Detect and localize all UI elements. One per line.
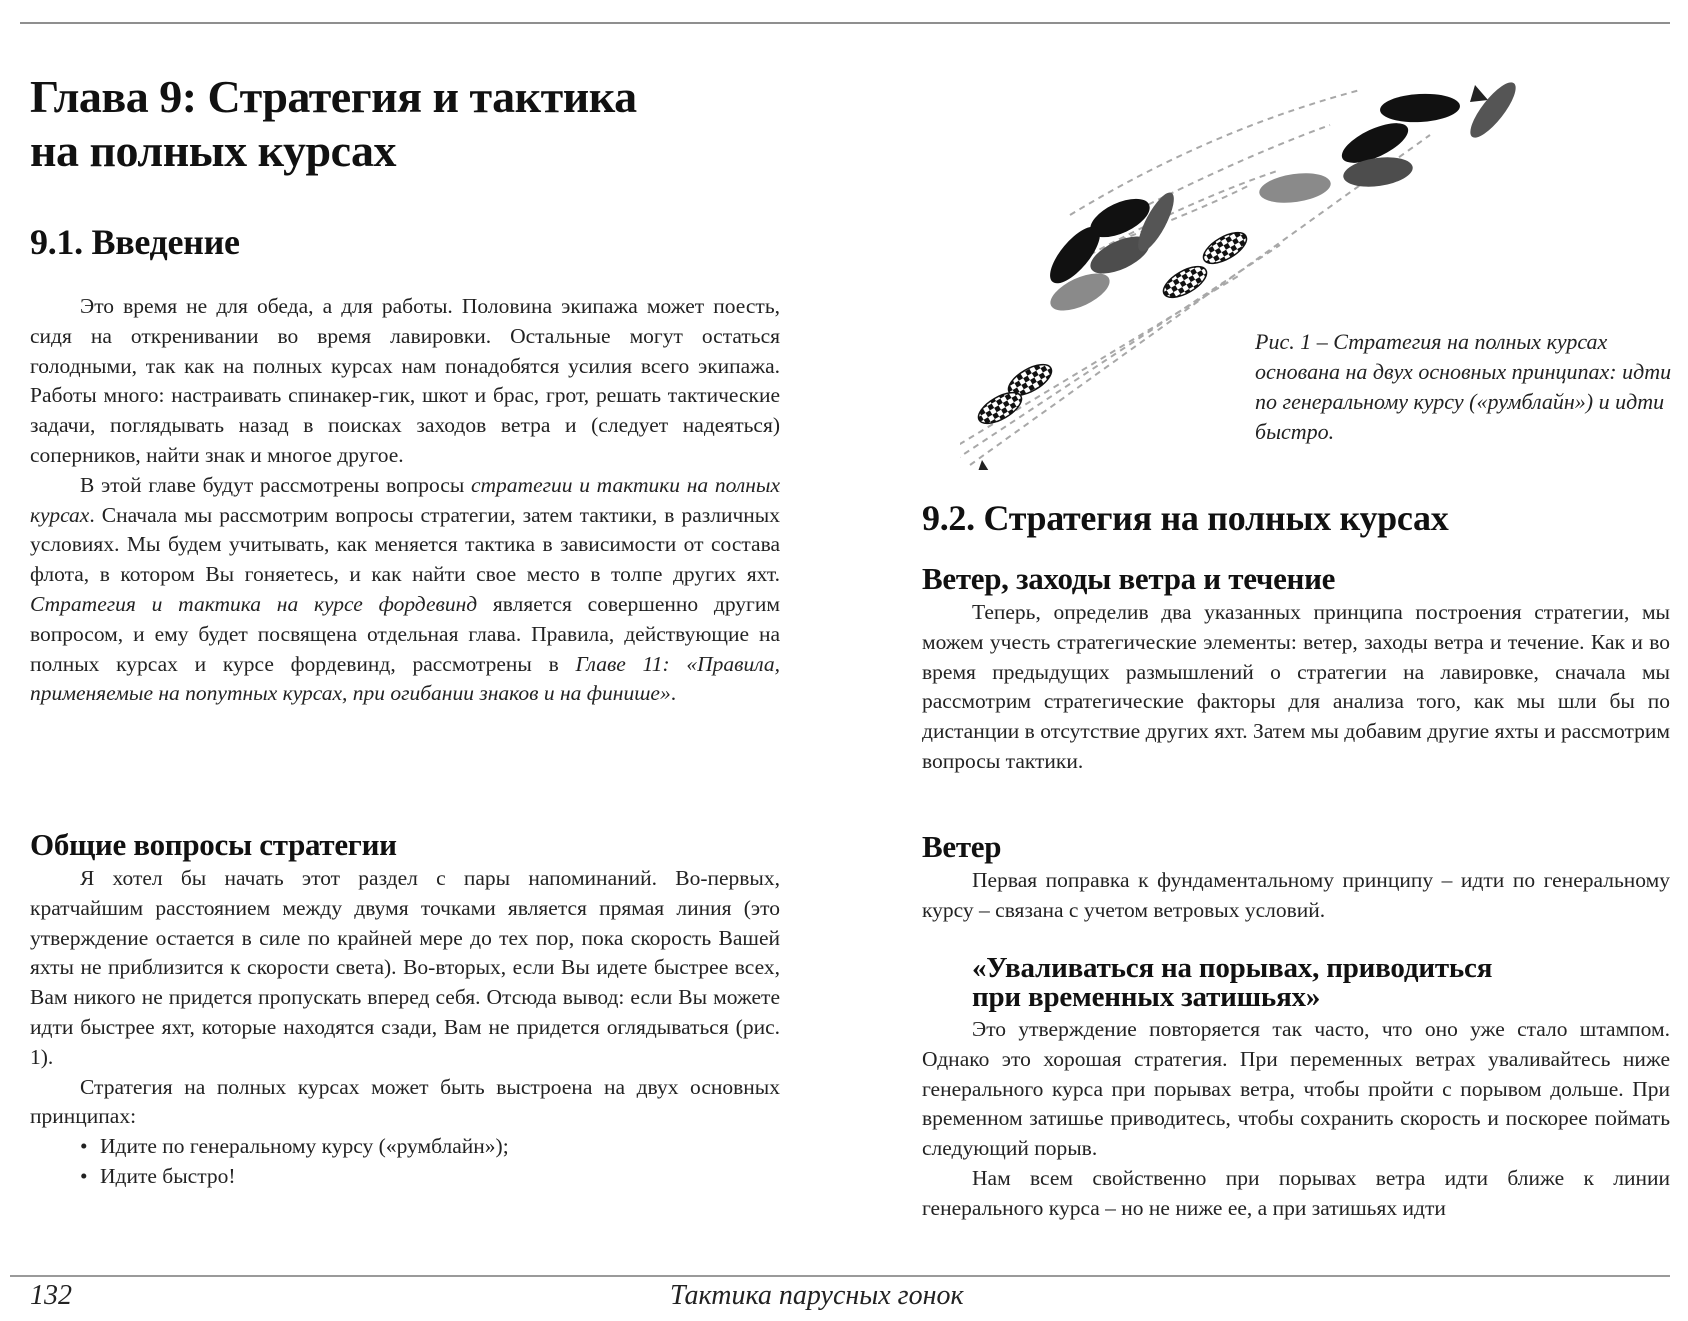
quote-paragraph-1: Это утверждение повторяется так часто, что оно уже стало штампом. Однако это хорошая стратегия. При переменных ветрах уваливайтесь ниже генерального курса при порывах ветра, чтобы пройти с порывом дольше. При временном затишье приводитесь, чтобы сохранить скорость и поскорее поймать следующий порыв. (922, 1017, 1670, 1161)
text-run: . (670, 681, 677, 706)
text-run: В этой главе будут рассмотрены вопросы (80, 472, 471, 497)
intro-paragraph-1: Это время не для обеда, а для работы. Половина экипажа может поесть, сидя на откренивании во время лавировки. Остальные могут остаться голодными, так как на полных курсах нам понадобятся усилия всего экипажа. Работы много: настраивать спинакер-гик, шкот и брас, грот, решать тактические задачи, поглядывать назад в поисках заходов ветра и (следует надеяться) соперников, найти знак и многое другое. (30, 294, 780, 467)
leeward-mark-icon (975, 460, 992, 470)
emphasis: стратегии и тактики на полных курсах (30, 472, 780, 527)
page-number: 132 (30, 1280, 72, 1311)
list-item: • Идите быстро! (80, 1162, 780, 1192)
wind-paragraph-1: Первая поправка к фундаментальному принципу – идти по генеральному курсу – связана с учетом ветровых условий. (922, 868, 1670, 922)
intro-text (30, 292, 780, 709)
quote-paragraph-2: Нам всем свойственно при порывах ветра идти ближе к линии генерального курса – но не ниже ее, а при затишьях идти (922, 1165, 1670, 1220)
wind-shifts-current-text (922, 598, 1670, 777)
windward-mark-icon (1470, 85, 1488, 102)
header-rule (20, 22, 1670, 24)
chapter-title-line2: на полных курсах (30, 125, 397, 176)
chapter-title-line1: Глава 9: Стратегия и тактика (30, 71, 637, 122)
wsc-paragraph-1: Теперь, определив два указанных принципа построения стратегии, мы можем учесть стратегические элементы: ветер, заходы ветра и течение. Как и во время предыдущих размышлений о стратегии на лавировке, сначала мы рассмотрим стратегические факторы для анализа того, как мы шли бы по дистанции в отсутствие других яхт. Затем мы добавим другие яхты и рассмотрим вопросы тактики. (922, 600, 1670, 773)
intro-paragraph-2 (30, 471, 780, 709)
text-run: является совершенно другим вопросом, и ему будет посвящена отдельная глава. Правила, действующие на полных курсах и курсе фордевинд, рассмотрены в (30, 591, 780, 676)
section-heading-9-1: 9.1. Введение (30, 222, 240, 262)
quote-heading (972, 954, 1492, 1012)
subsection-heading-wind: Ветер (922, 829, 1002, 864)
subsection-heading-wind-shifts-current: Ветер, заходы ветра и течение (922, 561, 1336, 596)
section-heading-9-2: 9.2. Стратегия на полных курсах (922, 498, 1449, 538)
wind-text (922, 866, 1670, 926)
chapter-reference: Главе 11: «Правила, применяемые на попутных курсах, при огибании знаков и на финише» (30, 651, 780, 706)
principles-list (30, 1132, 780, 1192)
emphasis: Стратегия и тактика на курсе фордевинд (30, 591, 478, 616)
quote-text (922, 1015, 1670, 1224)
running-footer-title: Тактика парусных гонок (670, 1280, 964, 1311)
subsection-heading-general-strategy: Общие вопросы стратегии (30, 827, 397, 862)
general-strategy-text (30, 864, 780, 1192)
chapter-title (30, 70, 830, 178)
general-paragraph-1: Я хотел бы начать этот раздел с пары напоминаний. Во-первых, кратчайшим расстоянием между двумя точками является прямая линия (это утверждение остается в силе по крайней мере до тех пор, пока скорость Вашей яхты не приблизится к скорости света). Во-вторых, если Вы идете быстрее всех, Вам никого не придется пропускать вперед себя. Отсюда вывод: если Вы можете идти быстрее яхт, которые находятся сзади, Вам не придется оглядываться (рис. 1). (30, 866, 780, 1069)
figure-caption: Рис. 1 – Стратегия на полных курсах основана на двух основных принципах: идти по генеральному курсу («румблайн») и идти быстро. (1255, 329, 1672, 444)
text-run: . Сначала мы рассмотрим вопросы стратегии, затем тактики, в различных условиях. Мы будем учитывать, как меняется тактика в зависимости от состава флота, в котором Вы гоняетесь, и как найти свое место в толпе других яхт. (30, 502, 780, 587)
general-paragraph-2: Стратегия на полных курсах может быть выстроена на двух основных принципах: (30, 1074, 780, 1129)
footer-rule (10, 1275, 1670, 1277)
list-item: • Идите по генеральному курсу («румблайн»); (80, 1132, 780, 1162)
quote-heading-line1: «Уваливаться на порывах, приводиться (972, 952, 1493, 984)
quote-heading-line2: при временных затишьях» (972, 981, 1321, 1013)
